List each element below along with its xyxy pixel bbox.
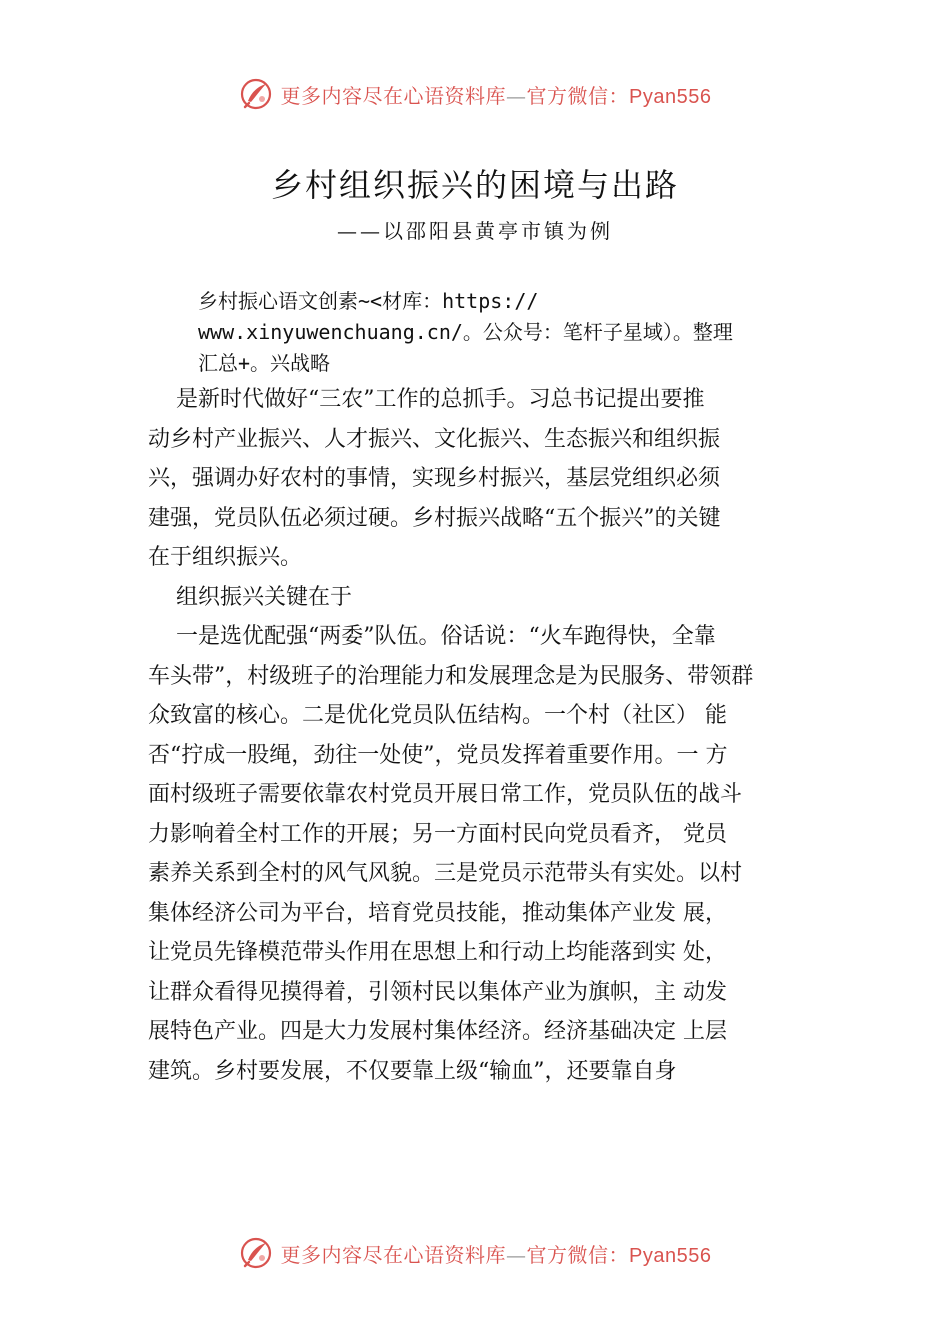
watermark-contact: 官方微信： — [526, 1242, 630, 1267]
text-line: 一是选优配强“两委”队伍。俗话说：“火车跑得快，全靠 — [148, 624, 716, 649]
watermark-wechat-id: Pyan556 — [629, 85, 712, 108]
text-line: 让党员先锋模范带头作用在思想上和行动上均能落到实 处， — [148, 940, 727, 965]
text-line: 车头带”，村级班子的治理能力和发展理念是为民服务、带领群 — [148, 663, 754, 689]
document-body — [148, 380, 818, 1091]
brush-logo-icon — [239, 1236, 273, 1270]
text-line: 组织振兴关键在于 — [148, 584, 352, 610]
paragraph-3 — [148, 617, 818, 1091]
document-title: 乡村组织振兴的困境与出路 — [270, 166, 679, 204]
footer-watermark — [0, 1233, 950, 1273]
text-line: 在于组织振兴。 — [148, 545, 303, 570]
note-line: 汇总+。兴战略 — [198, 351, 331, 375]
text-line: 动乡村产业振兴、人才振兴、文化振兴、生态振兴和组织振 — [148, 426, 721, 452]
watermark-text — [281, 80, 712, 109]
brush-logo-icon — [239, 77, 273, 111]
text-line: 否“拧成一股绳，劲往一处使”，党员发挥着重要作用。一 方 — [148, 742, 728, 768]
text-line: 众致富的核心。二是优化党员队伍结构。一个村（社区） 能 — [148, 703, 727, 728]
text-line: 素养关系到全村的风气风貌。三是党员示范带头有实处。以村 — [148, 861, 743, 886]
paragraph-2 — [148, 578, 818, 618]
text-line: 建筑。乡村要发展，不仅要靠上级“输血”，还要靠自身 — [148, 1058, 677, 1084]
watermark-text — [281, 1239, 712, 1268]
note-line: www.xinyuwenchuang.cn/。公众号：笔杆子星域）。整理 — [198, 320, 733, 344]
watermark-separator: — — [506, 1242, 527, 1267]
text-line: 展特色产业。四是大力发展村集体经济。经济基础决定 上层 — [148, 1019, 727, 1044]
note-line: 乡村振心语文创素~<材库：https:// — [198, 289, 539, 313]
text-line: 是新时代做好“三农”工作的总抓手。习总书记提出要推 — [148, 387, 705, 412]
text-line: 力影响着全村工作的开展；另一方面村民向党员看齐， 党员 — [148, 821, 727, 847]
text-line: 让群众看得见摸得着，引领村民以集体产业为旗帜，主 动发 — [148, 979, 727, 1005]
text-line: 面村级班子需要依靠农村党员开展日常工作，党员队伍的战斗 — [148, 782, 743, 807]
text-line: 兴，强调办好农村的事情，实现乡村振兴，基层党组织必须 — [148, 466, 721, 491]
header-watermark — [0, 74, 950, 114]
watermark-brand: 更多内容尽在心语资料库 — [280, 83, 507, 108]
text-line: 集体经济公司为平台，培育党员技能，推动集体产业发 展， — [148, 900, 727, 926]
watermark-wechat-id: Pyan556 — [629, 1244, 712, 1267]
watermark-brand: 更多内容尽在心语资料库 — [280, 1242, 507, 1267]
source-note — [198, 286, 838, 379]
text-line: 建强，党员队伍必须过硬。乡村振兴战略“五个振兴”的关键 — [148, 505, 721, 531]
document-subtitle: ——以邵阳县黄亭市镇为例 — [337, 219, 613, 243]
watermark-contact: 官方微信： — [526, 83, 630, 108]
watermark-separator: — — [506, 83, 527, 108]
paragraph-1 — [148, 380, 818, 578]
